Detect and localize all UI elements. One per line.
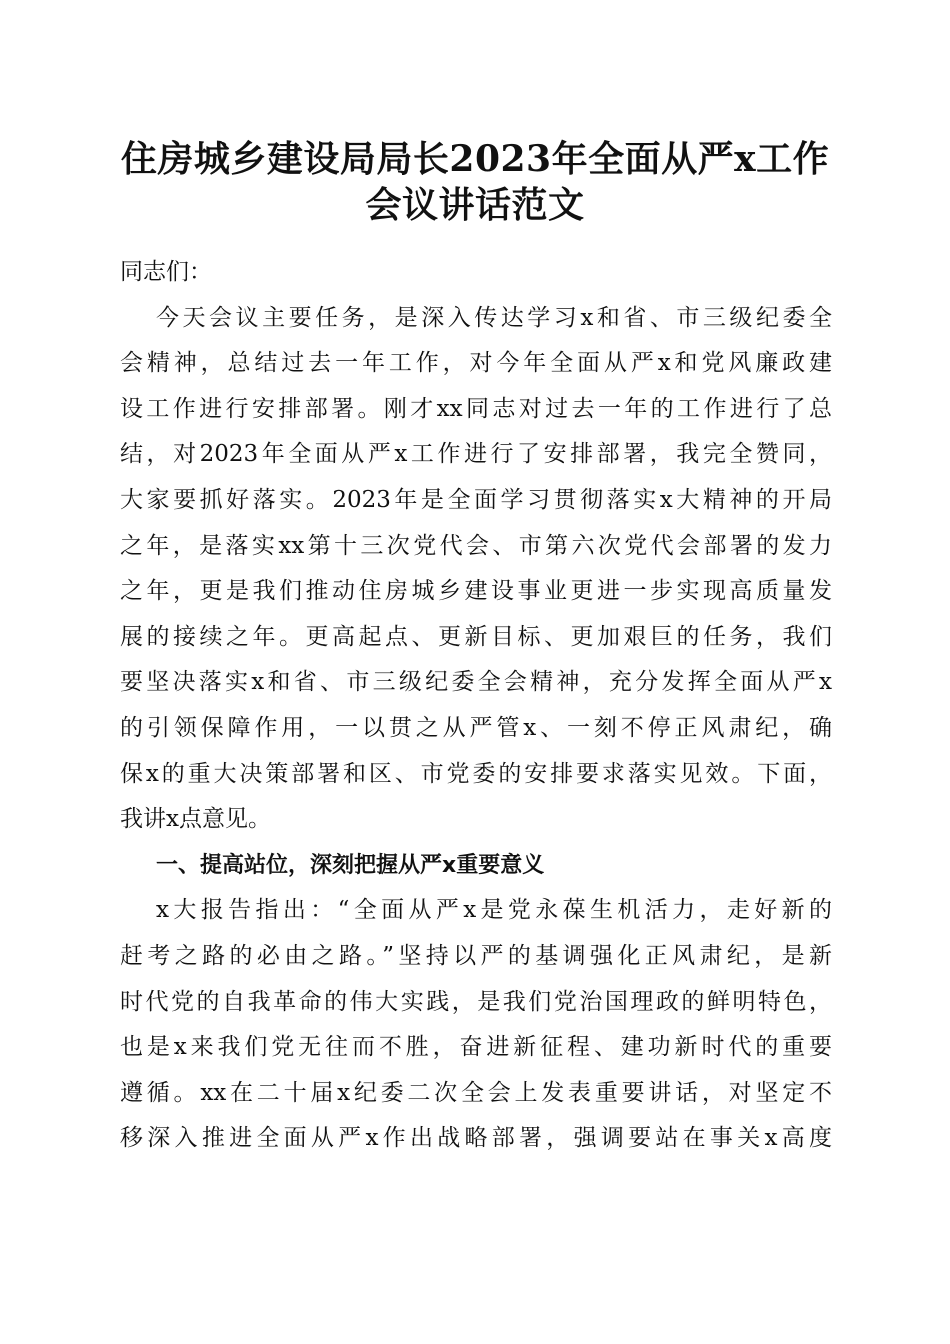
- paragraph-line: 保x的重大决策部署和区、市党委的安排要求落实见效。下面，: [120, 760, 832, 787]
- paragraph-line: 遵循。xx在二十届x纪委二次全会上发表重要讲话，对坚定不: [120, 1079, 832, 1106]
- paragraph-line: 之年，更是我们推动住房城乡建设事业更进一步实现高质量发: [120, 578, 832, 605]
- section-heading-1: 一、提高站位，深刻把握从严x重要意义: [156, 852, 545, 878]
- paragraph-line: 之年，是落实xx第十三次党代会、市第六次党代会部署的发力: [120, 532, 832, 559]
- paragraph-line: x大报告指出：“全面从严x是党永葆生机活力，走好新的: [156, 897, 832, 924]
- paragraph-line: 会精神，总结过去一年工作，对今年全面从严x和党风廉政建: [120, 350, 832, 377]
- document-title: [110, 136, 840, 228]
- paragraph-line: 我讲x点意见。: [120, 806, 271, 833]
- title-line-1: 住房城乡建设局局长2023年全面从严x工作: [120, 138, 830, 180]
- paragraph-line: 展的接续之年。更高起点、更新目标、更加艰巨的任务，我们: [120, 623, 832, 650]
- paragraph-line: 时代党的自我革命的伟大实践，是我们党治国理政的鲜明特色，: [120, 988, 832, 1015]
- paragraph-intro: [120, 296, 832, 843]
- paragraph-line: 也是x来我们党无往而不胜，奋进新征程、建功新时代的重要: [120, 1034, 832, 1061]
- paragraph-line: 的引领保障作用，一以贯之从严管x、一刻不停正风肃纪，确: [120, 714, 832, 741]
- paragraph-line: 大家要抓好落实。2023年是全面学习贯彻落实x大精神的开局: [120, 486, 832, 513]
- paragraph-line: 设工作进行安排部署。刚才xx同志对过去一年的工作进行了总: [120, 395, 832, 422]
- title-line-2: 会议讲话范文: [365, 184, 585, 226]
- salutation: 同志们：: [120, 259, 212, 285]
- paragraph-line: 要坚决落实x和省、市三级纪委全会精神，充分发挥全面从严x: [120, 669, 832, 696]
- paragraph-line: 今天会议主要任务，是深入传达学习x和省、市三级纪委全: [156, 304, 832, 331]
- paragraph-line: 赶考之路的必由之路。”坚持以严的基调强化正风肃纪，是新: [120, 942, 832, 969]
- paragraph-line: 结，对2023年全面从严x工作进行了安排部署，我完全赞同，: [120, 441, 832, 468]
- paragraph-section-1: [120, 888, 832, 1162]
- paragraph-line: 移深入推进全面从严x作出战略部署，强调要站在事关x高度: [120, 1125, 832, 1152]
- document-body: [120, 250, 832, 1162]
